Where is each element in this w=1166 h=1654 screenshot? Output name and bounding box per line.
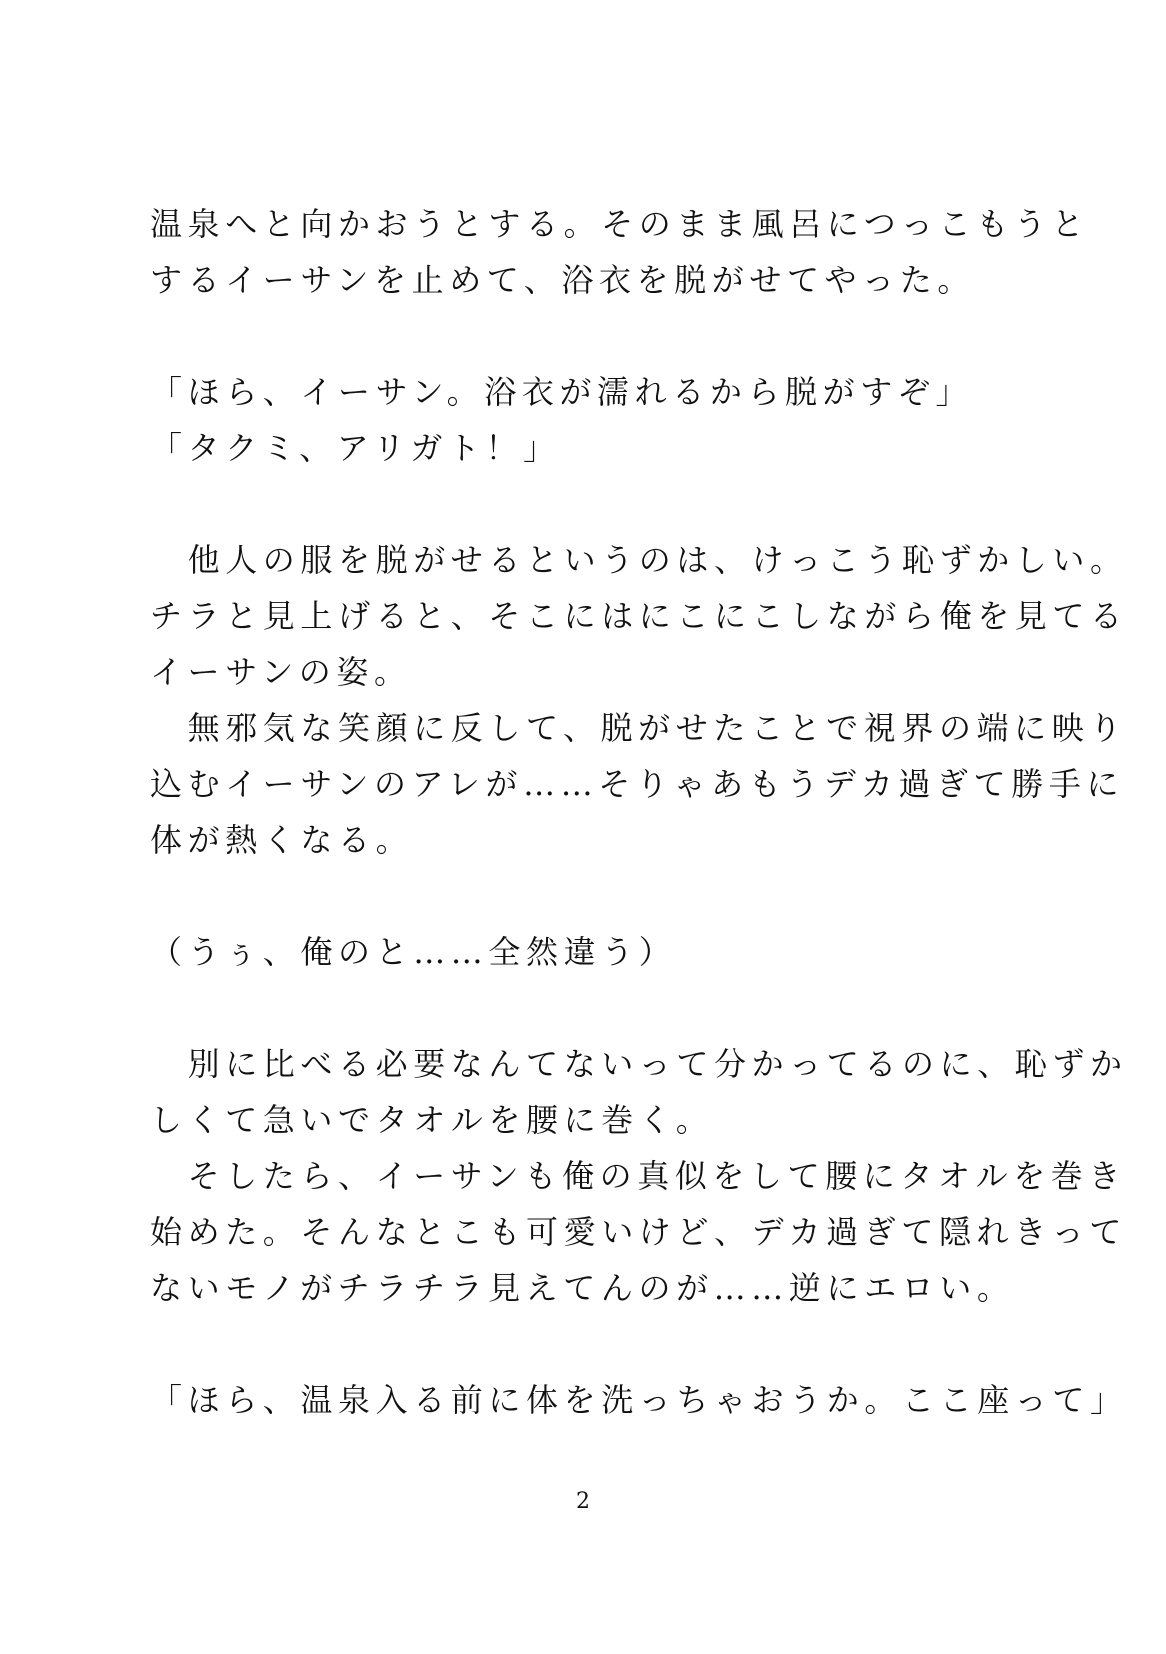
page-number: 2 (576, 1489, 590, 1514)
text-line: 体が熱くなる。 (150, 821, 414, 859)
text-line: 温泉へと向かおうとする。そのまま風呂につっこもうと (150, 205, 1090, 243)
dialogue-line: 「ほら、イーサン。浴衣が濡れるから脱がすぞ」 (150, 373, 974, 411)
blank-line (150, 476, 1050, 532)
blank-line (150, 980, 1050, 1036)
text-line: 他人の服を脱がせるというのは、けっこう恥ずかしい。 (150, 541, 1128, 579)
blank-line (150, 1316, 1050, 1372)
text-line: そしたら、イーサンも俺の真似をして腰にタオルを巻き (150, 1157, 1127, 1195)
text-line: 込むイーサンのアレが……そりゃあもうデカ過ぎて勝手に (150, 765, 1125, 803)
text-line: しくて急いでタオルを腰に巻く。 (150, 1101, 714, 1139)
text-line: 始めた。そんなとこも可愛いけど、デカ過ぎて隠れきって (150, 1213, 1127, 1251)
blank-line (150, 308, 1050, 364)
text-line: 別に比べる必要なんてないって分かってるのに、恥ずか (150, 1045, 1128, 1083)
blank-line (150, 868, 1050, 924)
text-line: するイーサンを止めて、浴衣を脱がせてやった。 (150, 261, 975, 299)
dialogue-line: 「タクミ、アリガト！」 (150, 429, 561, 467)
dialogue-line: 「ほら、温泉入る前に体を洗っちゃおうか。ここ座って」 (150, 1381, 1128, 1419)
body-text (150, 196, 1128, 1428)
text-line: イーサンの姿。 (150, 653, 412, 691)
text-line: ないモノがチラチラ見えてんのが……逆にエロい。 (150, 1269, 1015, 1307)
text-line: チラと見上げると、そこにはにこにこしながら俺を見てる (150, 597, 1128, 635)
text-line: 無邪気な笑顔に反して、脱がせたことで視界の端に映り (150, 709, 1127, 747)
inner-thought-line: （うぅ、俺のと……全然違う） (150, 933, 677, 971)
